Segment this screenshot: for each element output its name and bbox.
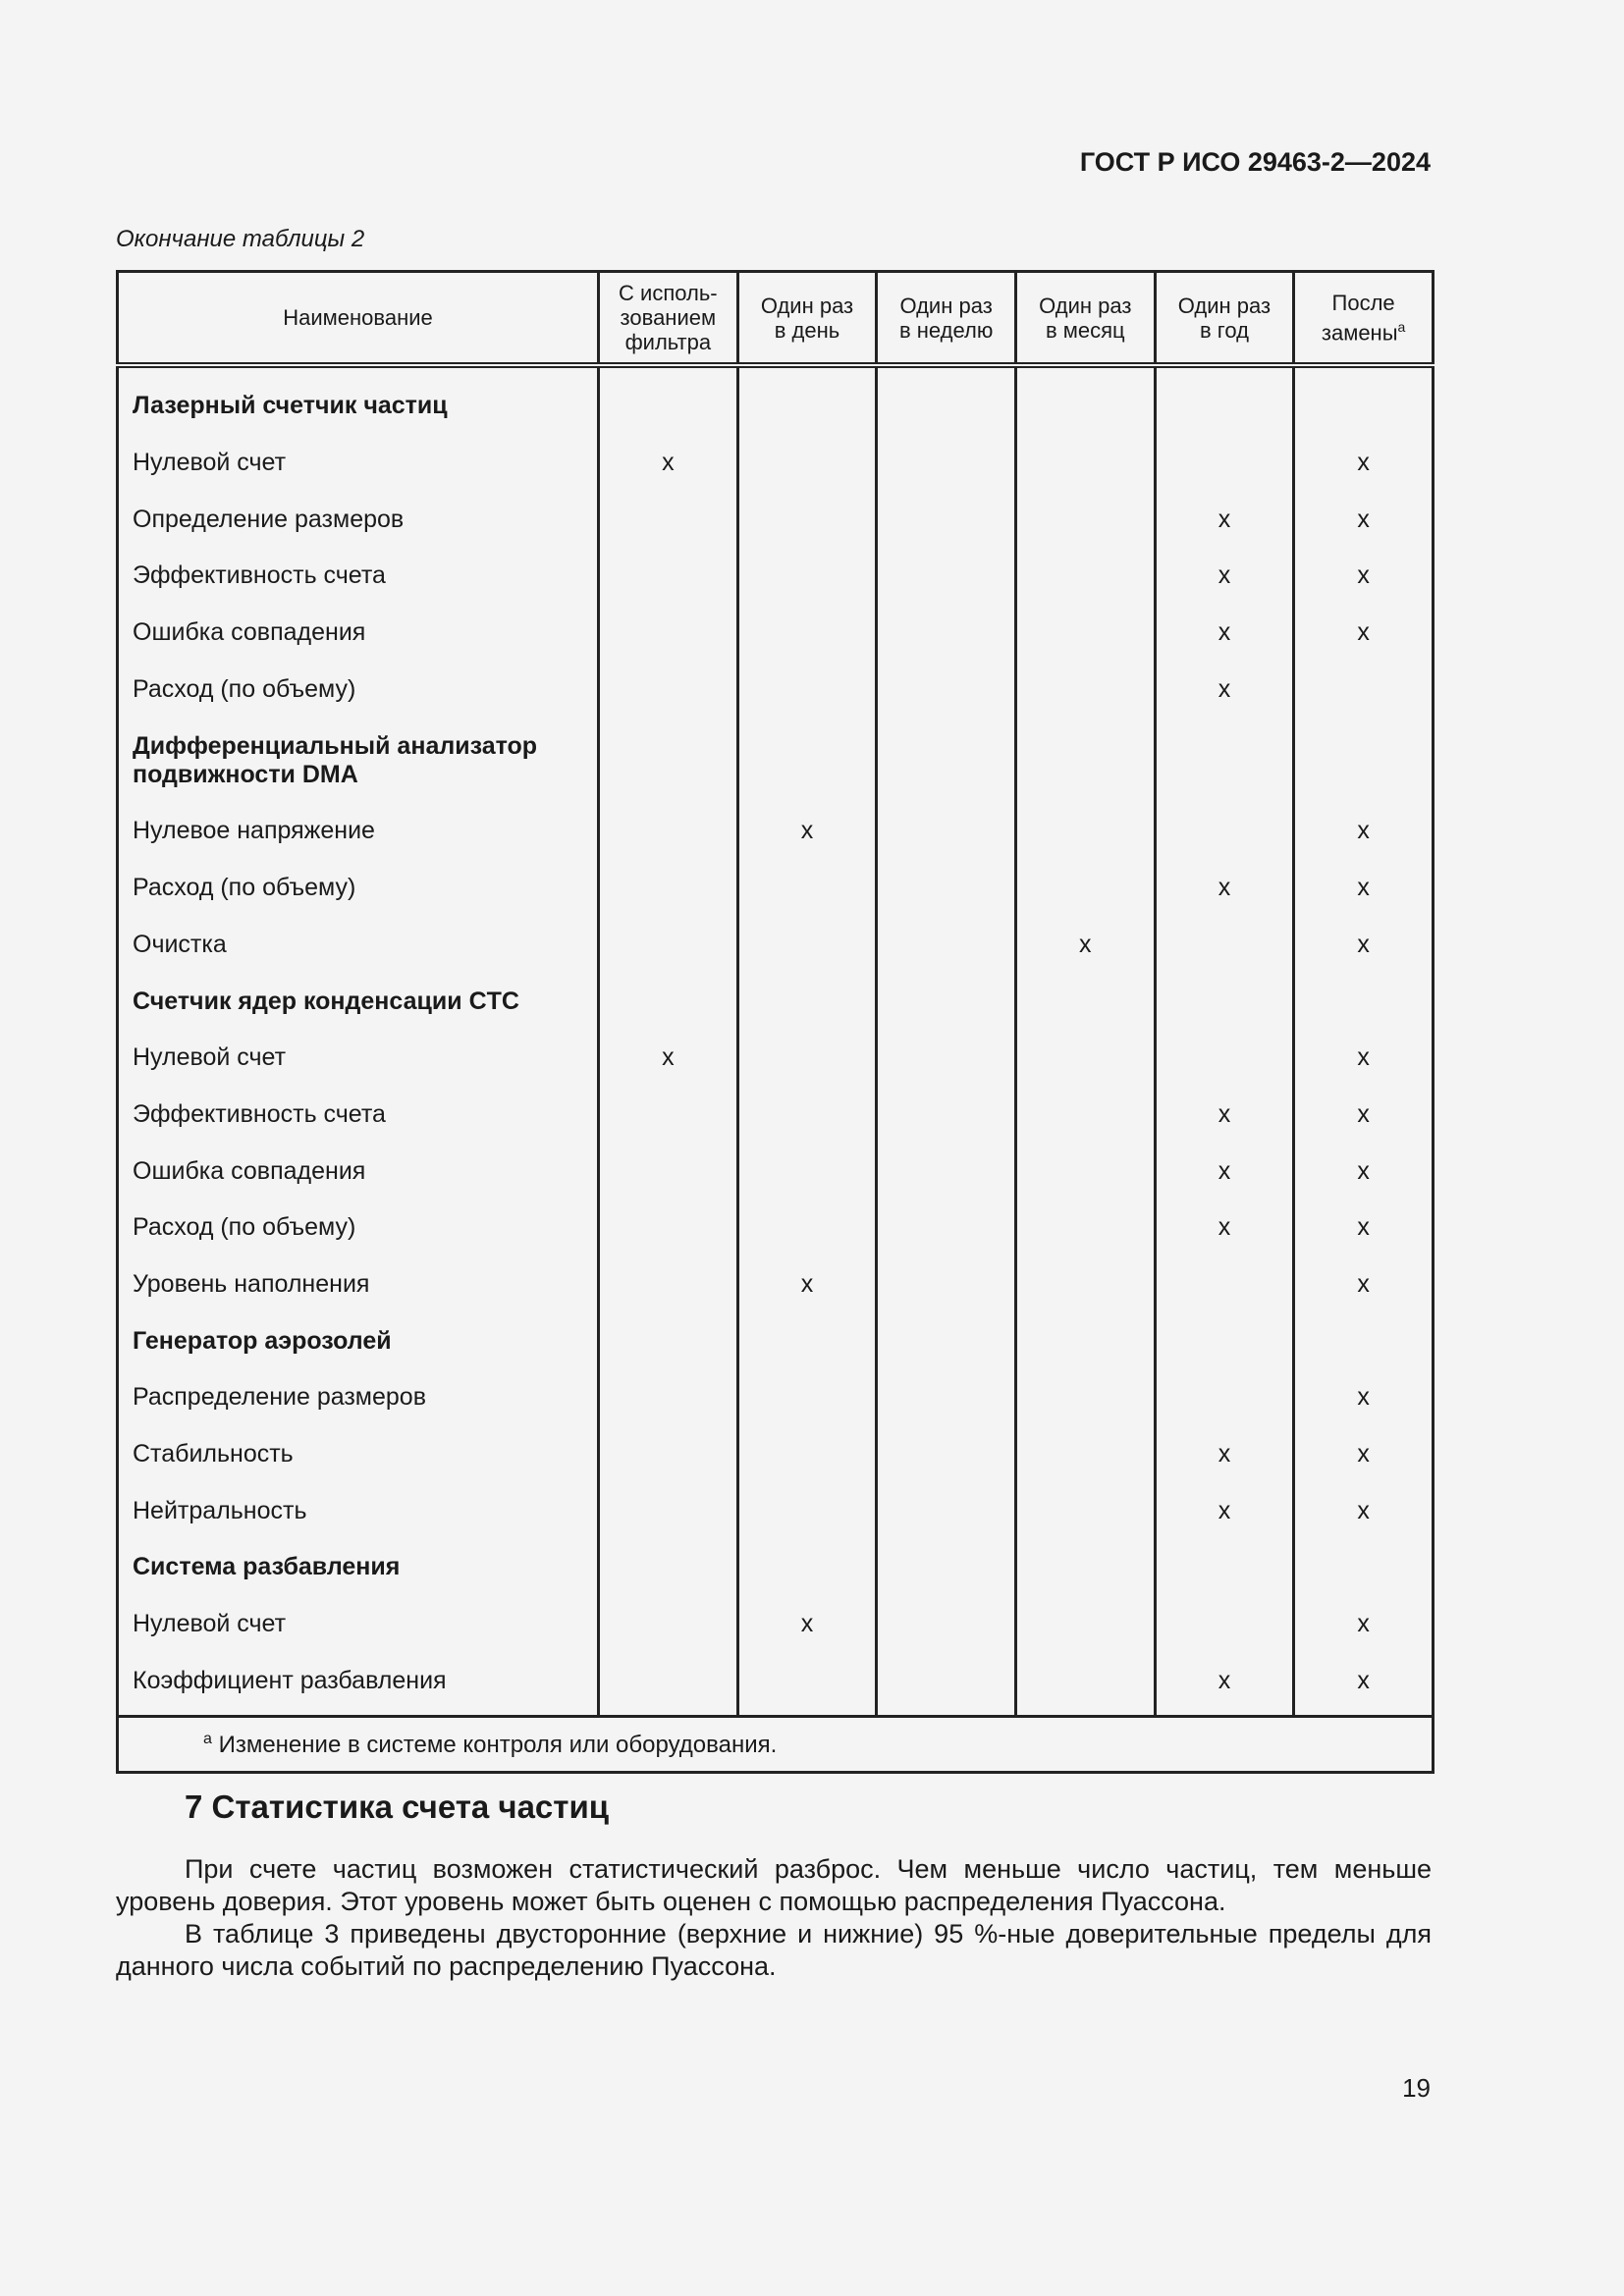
mark-cell [737,973,877,1030]
table-row [118,491,1434,548]
page-number: 19 [1402,2073,1431,2103]
mark-cell [737,548,877,605]
mark-cell [599,1369,738,1426]
parameter-name-cell: Распределение размеров [118,1369,599,1426]
parameter-name-cell: Нейтральность [118,1482,599,1539]
group-name-cell: Лазерный счетчик частиц [118,365,599,435]
mark-cell: x [1294,1426,1434,1483]
footnote-mark: a [203,1730,212,1747]
mark-cell [1294,1539,1434,1596]
mark-cell [737,1312,877,1369]
mark-cell: x [737,1256,877,1313]
mark-cell [1294,973,1434,1030]
mark-cell: x [1155,860,1294,917]
footnote-text: Изменение в системе контроля или оборудования. [218,1731,778,1758]
mark-cell [737,1200,877,1256]
mark-cell [599,1143,738,1200]
mark-cell: x [1015,917,1155,974]
mark-cell [1015,1539,1155,1596]
mark-cell: x [599,435,738,492]
header-yearly: Один раз в год [1155,272,1294,366]
mark-cell [1015,1369,1155,1426]
mark-cell [877,1369,1016,1426]
mark-cell: x [1294,1030,1434,1087]
mark-cell [877,917,1016,974]
mark-cell [877,803,1016,860]
mark-cell: x [1155,491,1294,548]
mark-cell [877,491,1016,548]
parameter-name-cell: Определение размеров [118,491,599,548]
mark-cell: x [1294,803,1434,860]
mark-cell [737,435,877,492]
header-after-replacement: После замены$^a$ [1294,272,1434,366]
section-paragraph-2: В таблице 3 приведены двусторонние (верхние и нижние) 95 %-ные доверительные пределы для данного числа событий по распределению Пуассона. [116,1919,1432,1981]
mark-cell [599,917,738,974]
mark-cell [877,1426,1016,1483]
mark-cell: x [1294,1596,1434,1653]
mark-cell: x [1294,917,1434,974]
mark-cell: x [1294,435,1434,492]
group-name-cell: Дифференциальный анализатор подвижности DMA [118,718,599,803]
mark-cell: x [1294,1369,1434,1426]
parameter-name-cell: Расход (по объему) [118,661,599,718]
mark-cell [877,605,1016,662]
mark-cell: x [1294,1482,1434,1539]
mark-cell [737,1539,877,1596]
mark-cell [1015,1087,1155,1144]
group-name-cell: Счетчик ядер конденсации CTC [118,973,599,1030]
mark-cell [1155,1369,1294,1426]
mark-cell [877,365,1016,435]
table-group-row [118,365,1434,435]
table-row [118,1652,1434,1716]
mark-cell [1015,1143,1155,1200]
mark-cell [1015,1596,1155,1653]
parameter-name-cell: Очистка [118,917,599,974]
mark-cell [1015,365,1155,435]
section-title: 7 Статистика счета частиц [185,1789,610,1825]
mark-cell [599,548,738,605]
table-footnote [118,1717,1434,1773]
mark-cell [599,1087,738,1144]
table-footnote-row [118,1717,1434,1773]
mark-cell [877,718,1016,803]
mark-cell [737,1143,877,1200]
mark-cell [1155,1539,1294,1596]
mark-cell [737,860,877,917]
standard-designation: ГОСТ Р ИСО 29463-2—2024 [1079,147,1431,177]
parameter-name-cell: Нулевой счет [118,435,599,492]
mark-cell [1015,1652,1155,1716]
mark-cell: x [737,803,877,860]
table-group-row [118,973,1434,1030]
mark-cell [877,1256,1016,1313]
mark-cell [877,1539,1016,1596]
mark-cell [1294,1312,1434,1369]
mark-cell [1294,365,1434,435]
table-row [118,1596,1434,1653]
mark-cell [1015,1426,1155,1483]
mark-cell [599,803,738,860]
header-weekly: Один раз в неделю [877,272,1016,366]
table-row [118,803,1434,860]
table-row [118,661,1434,718]
mark-cell: x [1294,605,1434,662]
mark-cell [1015,1482,1155,1539]
mark-cell [599,1426,738,1483]
mark-cell [1155,1312,1294,1369]
mark-cell: x [1155,1200,1294,1256]
mark-cell [877,973,1016,1030]
mark-cell [1015,1030,1155,1087]
mark-cell: x [1294,491,1434,548]
table-row [118,860,1434,917]
mark-cell: x [1155,1426,1294,1483]
mark-cell [1155,1030,1294,1087]
mark-cell [877,1312,1016,1369]
mark-cell [1015,605,1155,662]
table-row [118,1087,1434,1144]
mark-cell: x [1155,661,1294,718]
mark-cell [737,1482,877,1539]
mark-cell [877,1482,1016,1539]
mark-cell: x [1294,1652,1434,1716]
mark-cell [737,1652,877,1716]
mark-cell [1015,491,1155,548]
parameter-name-cell: Нулевое напряжение [118,803,599,860]
table-row [118,1369,1434,1426]
mark-cell: x [1155,1482,1294,1539]
table-row [118,1482,1434,1539]
mark-cell [1155,1596,1294,1653]
mark-cell [877,548,1016,605]
mark-cell: x [1155,1143,1294,1200]
mark-cell [1015,973,1155,1030]
mark-cell [1015,1200,1155,1256]
mark-cell [599,1539,738,1596]
mark-cell [599,973,738,1030]
mark-cell [737,491,877,548]
mark-cell [737,365,877,435]
mark-cell [599,1652,738,1716]
mark-cell [1015,1256,1155,1313]
mark-cell: x [1155,548,1294,605]
mark-cell [1155,1256,1294,1313]
parameter-name-cell: Стабильность [118,1426,599,1483]
table-row [118,1143,1434,1200]
header-daily: Один раз в день [737,272,877,366]
header-filter: С исполь- зованием фильтра [599,272,738,366]
table-row [118,1256,1434,1313]
mark-cell [599,1482,738,1539]
parameter-name-cell: Ошибка совпадения [118,605,599,662]
table-row [118,435,1434,492]
mark-cell [599,491,738,548]
mark-cell [737,1369,877,1426]
mark-cell: x [1294,1200,1434,1256]
mark-cell: x [1294,548,1434,605]
table-row [118,605,1434,662]
mark-cell [877,435,1016,492]
mark-cell [737,1087,877,1144]
parameter-name-cell: Ошибка совпадения [118,1143,599,1200]
mark-cell [1015,435,1155,492]
mark-cell: x [1155,605,1294,662]
mark-cell [737,605,877,662]
table-header-row [118,272,1434,366]
mark-cell [877,1087,1016,1144]
mark-cell [1015,1312,1155,1369]
mark-cell [1155,803,1294,860]
mark-cell: x [737,1596,877,1653]
mark-cell [1015,803,1155,860]
mark-cell [737,1426,877,1483]
parameter-name-cell: Расход (по объему) [118,860,599,917]
mark-cell [737,917,877,974]
table-group-row [118,1312,1434,1369]
parameter-name-cell: Расход (по объему) [118,1200,599,1256]
table-row [118,548,1434,605]
maintenance-schedule-table [116,270,1435,1774]
mark-cell [1155,973,1294,1030]
mark-cell: x [1294,1087,1434,1144]
mark-cell: x [1294,860,1434,917]
table-group-row [118,718,1434,803]
mark-cell [877,1652,1016,1716]
table-row [118,1426,1434,1483]
mark-cell [599,1312,738,1369]
mark-cell [1155,917,1294,974]
group-name-cell: Генератор аэрозолей [118,1312,599,1369]
mark-cell [877,1030,1016,1087]
mark-cell [737,661,877,718]
mark-cell [599,661,738,718]
section-paragraph-1: При счете частиц возможен статистический разброс. Чем меньше число частиц, тем меньше уровень доверия. Этот уровень может быть оценен с помощью распределения Пуассона. [116,1854,1432,1916]
header-monthly: Один раз в месяц [1015,272,1155,366]
mark-cell [737,1030,877,1087]
parameter-name-cell: Уровень наполнения [118,1256,599,1313]
group-name-cell: Система разбавления [118,1539,599,1596]
mark-cell: x [1294,1256,1434,1313]
mark-cell [599,365,738,435]
mark-cell [599,860,738,917]
mark-cell [1015,548,1155,605]
table-group-row [118,1539,1434,1596]
mark-cell [1294,661,1434,718]
mark-cell [1015,860,1155,917]
mark-cell [599,1256,738,1313]
header-name: Наименование [118,272,599,366]
mark-cell [1155,435,1294,492]
mark-cell [1294,718,1434,803]
mark-cell: x [599,1030,738,1087]
mark-cell [877,661,1016,718]
parameter-name-cell: Нулевой счет [118,1596,599,1653]
parameter-name-cell: Эффективность счета [118,1087,599,1144]
table-row [118,1200,1434,1256]
mark-cell [599,605,738,662]
mark-cell: x [1155,1652,1294,1716]
mark-cell: x [1155,1087,1294,1144]
parameter-name-cell: Эффективность счета [118,548,599,605]
mark-cell [1015,718,1155,803]
mark-cell [1015,661,1155,718]
parameter-name-cell: Нулевой счет [118,1030,599,1087]
mark-cell [877,1200,1016,1256]
mark-cell [877,1596,1016,1653]
mark-cell: x [1294,1143,1434,1200]
table-caption: Окончание таблицы 2 [116,226,365,252]
mark-cell [877,1143,1016,1200]
mark-cell [599,1596,738,1653]
mark-cell [877,860,1016,917]
footnote-marker: a [1397,318,1406,335]
mark-cell [599,1200,738,1256]
parameter-name-cell: Коэффициент разбавления [118,1652,599,1716]
table-row [118,1030,1434,1087]
mark-cell [1155,365,1294,435]
mark-cell [737,718,877,803]
mark-cell [1155,718,1294,803]
table-row [118,917,1434,974]
mark-cell [599,718,738,803]
